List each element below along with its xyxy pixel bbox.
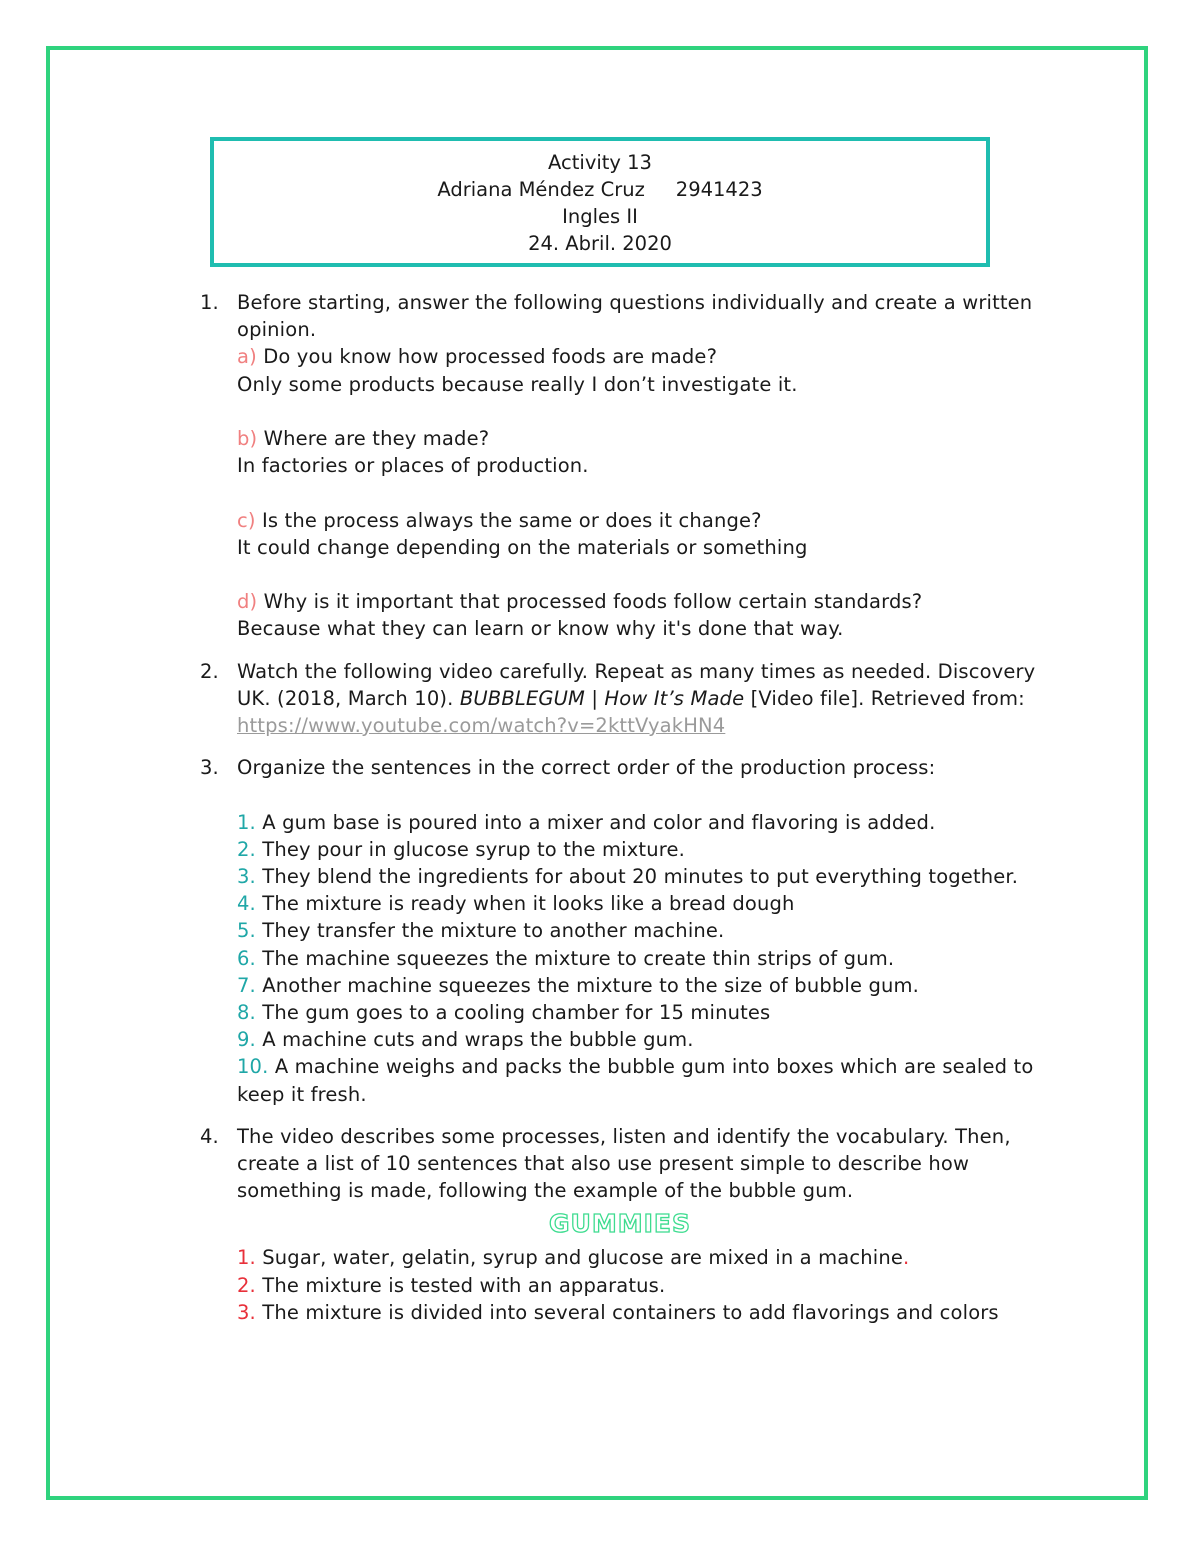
step-text: They pour in glucose syrup to the mixture.: [255, 837, 685, 861]
step-number: 7.: [237, 973, 256, 997]
date: 24. Abril. 2020: [528, 232, 672, 255]
step-number: 2.: [237, 1273, 256, 1297]
step-text: The mixture is ready when it looks like a bread dough: [255, 892, 795, 916]
list-item: [237, 1053, 1040, 1107]
section-heading: GUMMIES: [549, 1209, 691, 1239]
sub-question-d: [237, 588, 1040, 615]
step-number: 9.: [237, 1028, 256, 1052]
step-number: 5.: [237, 919, 256, 943]
letter-marker: b): [237, 427, 258, 450]
question-number: 3.: [200, 756, 219, 780]
question-3: [200, 754, 1040, 1108]
step-text: The mixture is tested with an apparatus.: [255, 1273, 666, 1297]
list-item: [237, 1244, 1040, 1271]
list-item: [237, 945, 1040, 972]
sub-question-text: Why is it important that processed foods follow certain standards?: [257, 590, 923, 614]
step-text: The machine squeezes the mixture to create thin strips of gum.: [255, 946, 895, 970]
list-item: [237, 1026, 1040, 1053]
step-number: 3.: [237, 1300, 256, 1324]
question-number: 2.: [200, 659, 219, 683]
video-title: BUBBLEGUM | How It’s Made: [459, 686, 745, 710]
step-text: The gum goes to a cooling chamber for 15 minutes: [255, 1001, 771, 1025]
question-text: Organize the sentences in the correct order of the production process:: [237, 756, 936, 780]
list-item: [237, 917, 1040, 944]
step-text: A gum base is poured into a mixer and color and flavoring is added.: [255, 810, 936, 834]
list-item: [237, 972, 1040, 999]
question-number: 1.: [200, 291, 219, 314]
activity-title: Activity 13: [548, 151, 652, 174]
question-2: [200, 658, 1040, 740]
step-number: 2.: [237, 837, 256, 861]
step-text: The mixture is divided into several containers to add flavorings and colors: [255, 1300, 999, 1324]
step-number: 8.: [237, 1001, 256, 1025]
list-item: [237, 863, 1040, 890]
step-number: 6.: [237, 946, 256, 970]
step-number: 3.: [237, 865, 256, 888]
document-body: [200, 289, 1040, 1326]
list-item: [237, 1272, 1040, 1299]
question-text: Before starting, answer the following questions individually and create a written opinion.: [237, 291, 1033, 342]
sub-question-text: Where are they made?: [257, 427, 490, 450]
answer-a: Only some products because really I don’t investigate it.: [237, 372, 798, 396]
step-text: A machine cuts and wraps the bubble gum.: [255, 1028, 694, 1052]
question-number: 4.: [200, 1124, 219, 1148]
sub-question-a: [237, 343, 1040, 370]
list-item: [237, 836, 1040, 863]
header-box: [210, 137, 990, 267]
answer-d: Because what they can learn or know why it's done that way.: [237, 617, 844, 641]
step-text: Another machine squeezes the mixture to the size of bubble gum.: [255, 973, 919, 997]
question-text-cont: [Video file]. Retrieved from:: [744, 686, 1025, 710]
list-item: [237, 1299, 1040, 1326]
list-item: [237, 999, 1040, 1026]
step-number: 10.: [237, 1055, 269, 1079]
answer-c: It could change depending on the materials or something: [237, 535, 808, 559]
step-text: They blend the ingredients for about 20 minutes to put everything together.: [255, 865, 1019, 888]
step-number: 4.: [237, 892, 256, 916]
step-text: They transfer the mixture to another machine.: [255, 919, 725, 943]
step-number: 1.: [237, 1246, 256, 1270]
list-item: [237, 890, 1040, 917]
step-text: A machine weighs and packs the bubble gum into boxes which are sealed to keep it fresh.: [237, 1055, 1034, 1106]
question-text: Watch the following video carefully. Repeat as many times as needed. Discovery UK. (2018, March 10).: [237, 659, 1036, 710]
sub-question-c: [237, 507, 1040, 534]
student-name: Adriana Méndez Cruz 2941423: [437, 178, 763, 201]
letter-marker: d): [237, 590, 258, 614]
answer-b: In factories or places of production.: [237, 454, 589, 478]
sub-question-text: Is the process always the same or does it change?: [255, 508, 762, 532]
question-1: [200, 289, 1040, 643]
step-number: 1.: [237, 810, 256, 834]
step-text: Sugar, water, gelatin, syrup and glucose are mixed in a machine: [255, 1246, 903, 1270]
question-4: [200, 1123, 1040, 1326]
question-text: The video describes some processes, listen and identify the vocabulary. Then, create a list of 10 sentences that also use present simple to describe how something is made, following the example of the bubble gum.: [237, 1124, 1011, 1203]
video-link[interactable]: https://www.youtube.com/watch?v=2kttVyakHN4: [237, 714, 726, 737]
step-tail: .: [902, 1246, 910, 1270]
sub-question-b: [237, 425, 1040, 452]
list-item: [237, 809, 1040, 836]
sub-question-text: Do you know how processed foods are made?: [256, 345, 718, 369]
course-name: Ingles II: [562, 205, 638, 228]
letter-marker: a): [237, 345, 257, 369]
letter-marker: c): [237, 508, 256, 532]
